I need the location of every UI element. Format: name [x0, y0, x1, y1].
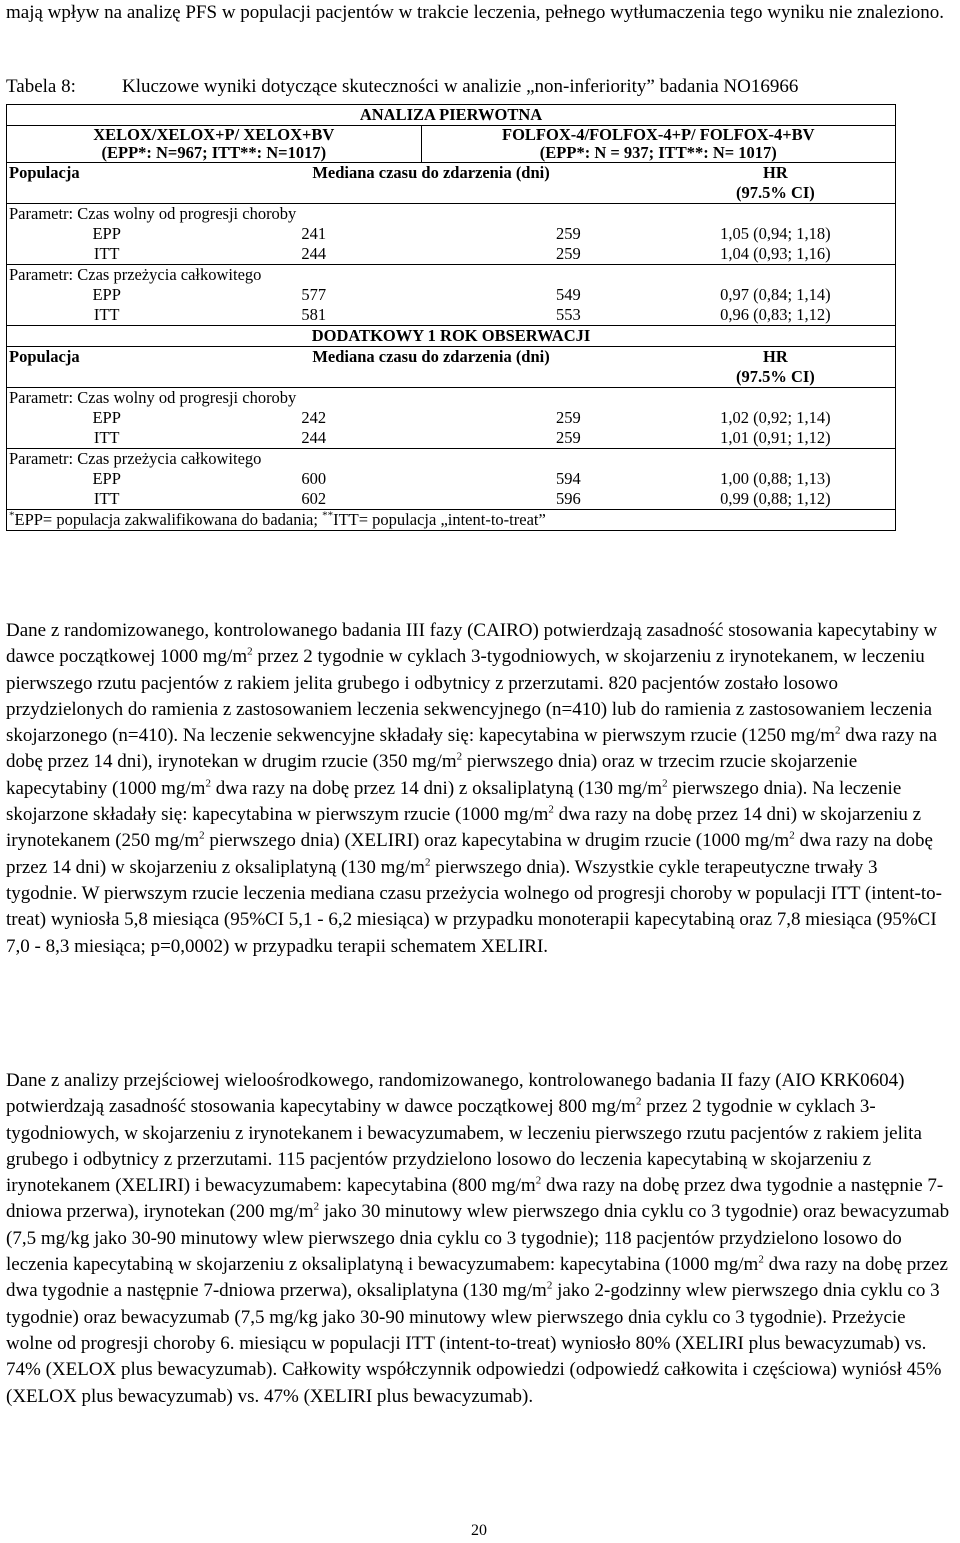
table-row: ITT 244 259 1,04 (0,93; 1,16) — [7, 244, 896, 265]
param-os-additional: Parametr: Czas przeżycia całkowitego — [7, 449, 896, 470]
paragraph-cairo: Dane z randomizowanego, kontrolowanego badania III fazy (CAIRO) potwierdzają zasadność stosowania kapecytabiny w dawce początkowej 1000 $mg/m^2$ przez 2 tygodnie w cyklach 3-tygodniowych, w skojarzeniu z irynotekanem, w leczeniu pierwszego rzutu pacjentów z rakiem jelita grubego i odbytnicy z przerzutami. 820 pacjentów zostało losowo przydzielonych do ramienia z zastosowaniem leczenia sekwencyjnego (n=410) lub do ramienia z zastosowaniem leczenia skojarzonego (n=410). Na leczenie sekwencyjne składały się: kapecytabina w pierwszym rzucie (1250 $mg/m^2$ dwa razy na dobę przez 14 dni), irynotekan w drugim rzucie (350 $mg/m^2$ pierwszego dnia) oraz w trzecim rzucie skojarzenie kapecytabiny (1000 $mg/m^2$ dwa razy na dobę przez 14 dni) z oksaliplatyną (130 $mg/m^2$ pierwszego dnia). Na leczenie skojarzone składały się: kapecytabina w pierwszym rzucie (1000 $mg/m^2$ dwa razy na dobę przez 14 dni) w skojarzeniu z irynotekanem (250 $mg/m^2$ pierwszego dnia) (XELIRI) oraz kapecytabina w drugim rzucie (1000 $mg/m^2$ dwa razy na dobę przez 14 dni) w skojarzeniu z oksaliplatyną (130 $mg/m^2$ pierwszego dnia). Wszystkie cykle terapeutyczne trwały 3 tygodnie. W pierwszym rzucie leczenia mediana czasu przeżycia wolnego od progresji choroby w populacji ITT (intent-to-treat) wyniosła 5,8 miesiąca (95%CI 5,1 - 6,2 miesiąca) w przypadku monoterapii kapecytabiną oraz 7,8 miesiąca (95%CI 7,0 - 8,3 miesiąca; p=0,0002) w przypadku terapii schematem XELIRI. — [6, 620, 942, 957]
intro-paragraph: mają wpływ na analizę PFS w populacji pacjentów w trakcie leczenia, pełnego wytłumaczenia tego wyniku nie znaleziono. — [6, 2, 945, 23]
arm2-header — [421, 126, 895, 163]
table-row: EPP 241 259 1,05 (0,94; 1,18) — [7, 224, 896, 244]
table-row: ITT 602 596 0,99 (0,88; 1,12) — [7, 489, 896, 510]
param-pfs-primary: Parametr: Czas wolny od progresji choroby — [7, 204, 896, 225]
arm2-n: (EPP*: N = 937; ITT**: N= 1017) — [539, 143, 777, 162]
arm1-n: (EPP*: N=967; ITT**: N=1017) — [101, 143, 327, 162]
results-table — [6, 104, 896, 531]
col-population-2: Populacja — [7, 347, 207, 388]
page-number: 20 — [471, 1522, 487, 1539]
table-row: EPP 242 259 1,02 (0,92; 1,14) — [7, 408, 896, 428]
table-label: Tabela 8: — [6, 76, 76, 97]
param-os-primary: Parametr: Czas przeżycia całkowitego — [7, 265, 896, 286]
table-row: ITT 244 259 1,01 (0,91; 1,12) — [7, 428, 896, 449]
arm1-name: XELOX/XELOX+P/ XELOX+BV — [93, 125, 335, 144]
col-hr-label: HR — [763, 163, 788, 182]
col-population: Populacja — [7, 163, 207, 204]
col-median: Mediana czasu do zdarzenia (dni) — [206, 163, 655, 204]
arm2-name: FOLFOX-4/FOLFOX-4+P/ FOLFOX-4+BV — [502, 125, 815, 144]
arm1-header — [7, 126, 422, 163]
primary-analysis-header: ANALIZA PIERWOTNA — [7, 105, 896, 126]
col-hr-2: HR (97.5% CI) — [656, 347, 896, 388]
table-row: ITT 581 553 0,96 (0,83; 1,12) — [7, 305, 896, 326]
table-row: EPP 600 594 1,00 (0,88; 1,13) — [7, 469, 896, 489]
col-hr-ci: (97.5% CI) — [735, 183, 815, 202]
param-pfs-additional: Parametr: Czas wolny od progresji choroby — [7, 388, 896, 409]
additional-followup-header: DODATKOWY 1 ROK OBSERWACJI — [7, 326, 896, 347]
paragraph-aio: Dane z analizy przejściowej wieloośrodkowego, randomizowanego, kontrolowanego badania II fazy (AIO KRK0604) potwierdzają zasadność stosowania kapecytabiny w dawce początkowej 800 $mg/m^2$ przez 2 tygodnie w cyklach 3-tygodniowych, w skojarzeniu z irynotekanem i bewacyzumabem, w leczeniu pierwszego rzutu pacjentów z rakiem jelita grubego i odbytnicy z przerzutami. 115 pacjentów przydzielono losowo do leczenia kapecytabiną w skojarzeniu z irynotekanem (XELIRI) i bewacyzumabem: kapecytabina (800 $mg/m^2$ dwa razy na dobę przez dwa tygodnie a następnie 7-dniowa przerwa), irynotekan (200 $mg/m^2$ jako 30 minutowy wlew pierwszego dnia cyklu co 3 tygodnie) oraz bewacyzumab (7,5 mg/kg jako 30-90 minutowy wlew pierwszego dnia cyklu co 3 tygodnie); 118 pacjentów przydzielono losowo do leczenia kapecytabiną w skojarzeniu z oksaliplatyną i bewacyzumabem: kapecytabina (1000 $mg/m^2$ dwa razy na dobę przez dwa tygodnie a następnie 7-dniowa przerwa), oksaliplatyna (130 $mg/m^2$ jako 2-godzinny wlew pierwszego dnia cyklu co 3 tygodnie) oraz bewacyzumab (7,5 mg/kg jako 30-90 minutowy wlew pierwszego dnia cyklu co 3 tygodnie). Przeżycie wolne od progresji choroby 6. miesiącu w populacji ITT (intent-to-treat) wyniosło 80% (XELIRI plus bewacyzumab) vs. 74% (XELOX plus bewacyzumab). Całkowity współczynnik odpowiedzi (odpowiedź całkowita i częściowa) wyniósł 45% (XELOX plus bewacyzumab) vs. 47% (XELIRI plus bewacyzumab). — [6, 1070, 950, 1407]
table-title: Kluczowe wyniki dotyczące skuteczności w analizie „non-inferiority” badania NO16966 — [122, 76, 799, 97]
col-median-2: Mediana czasu do zdarzenia (dni) — [312, 347, 550, 366]
col-hr — [656, 163, 896, 204]
table-row: EPP 577 549 0,97 (0,84; 1,14) — [7, 285, 896, 305]
table-footnote: *EPP= populacja zakwalifikowana do badania; **ITT= populacja „intent-to-treat” — [7, 510, 896, 531]
